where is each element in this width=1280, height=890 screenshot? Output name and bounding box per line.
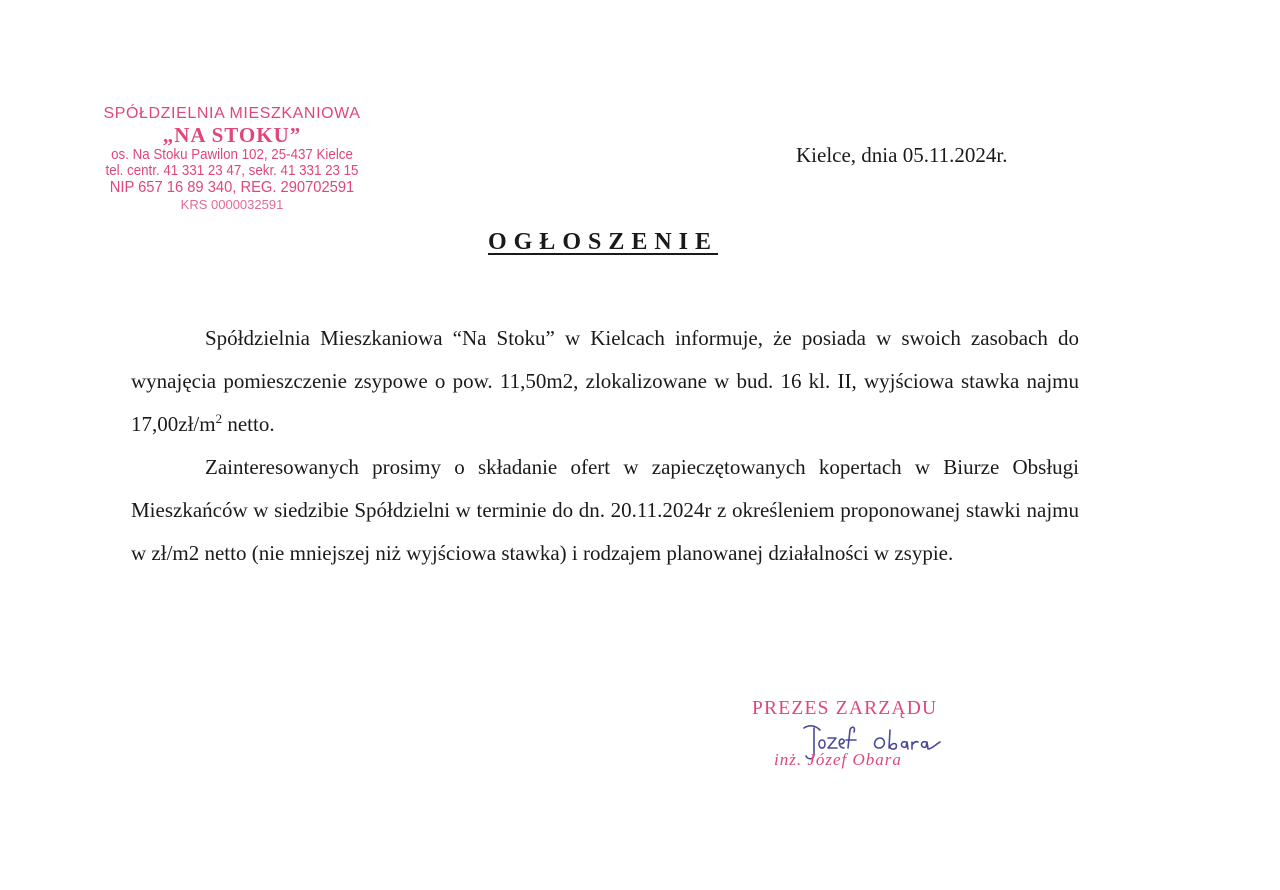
paragraph-1-superscript: 2 [215,411,223,426]
stamp-line-name: SPÓŁDZIELNIA MIESZKANIOWA [103,105,361,122]
stamp-line-phone: tel. centr. 41 331 23 47, sekr. 41 331 23 15 [105,163,359,180]
paragraph-1-end: netto. [222,412,275,436]
paragraph-1 [131,317,1079,446]
stamp-line-nip: NIP 657 16 89 340, REG. 290702591 [109,179,355,197]
signature-name: inż. Józef Obara [774,750,902,769]
paragraph-1-text: Spółdzielnia Mieszkaniowa “Na Stoku” w Kielcach informuje, że posiada w swoich zasobach do wynajęcia pomieszczenie zsypowe o pow. 11,50m2, zlokalizowane w bud. 16 kl. II, wyjściowa stawka najmu 17,00zł/m [131,326,1079,436]
stamp-line-brand: „NA STOKU” [162,122,302,147]
document-title: OGŁOSZENIE [487,229,719,255]
cooperative-stamp [74,106,390,211]
paragraph-2: Zainteresowanych prosimy o składanie ofert w zapieczętowanych kopertach w Biurze Obsługi Mieszkańców w siedzibie Spółdzielni w terminie do dn. 20.11.2024r z określeniem proponowanej stawki najmu w zł/m2 netto (nie mniejszej niż wyjściowa stawka) i rodzajem planowanej działalności w zsypie. [131,455,1079,565]
document-body [131,317,1079,575]
stamp-line-krs: KRS 0000032591 [180,196,284,212]
document-date: Kielce, dnia 05.11.2024r. [796,143,1008,167]
signature-title: PREZES ZARZĄDU [752,698,938,719]
stamp-line-address: os. Na Stoku Pawilon 102, 25-437 Kielce [111,146,353,163]
